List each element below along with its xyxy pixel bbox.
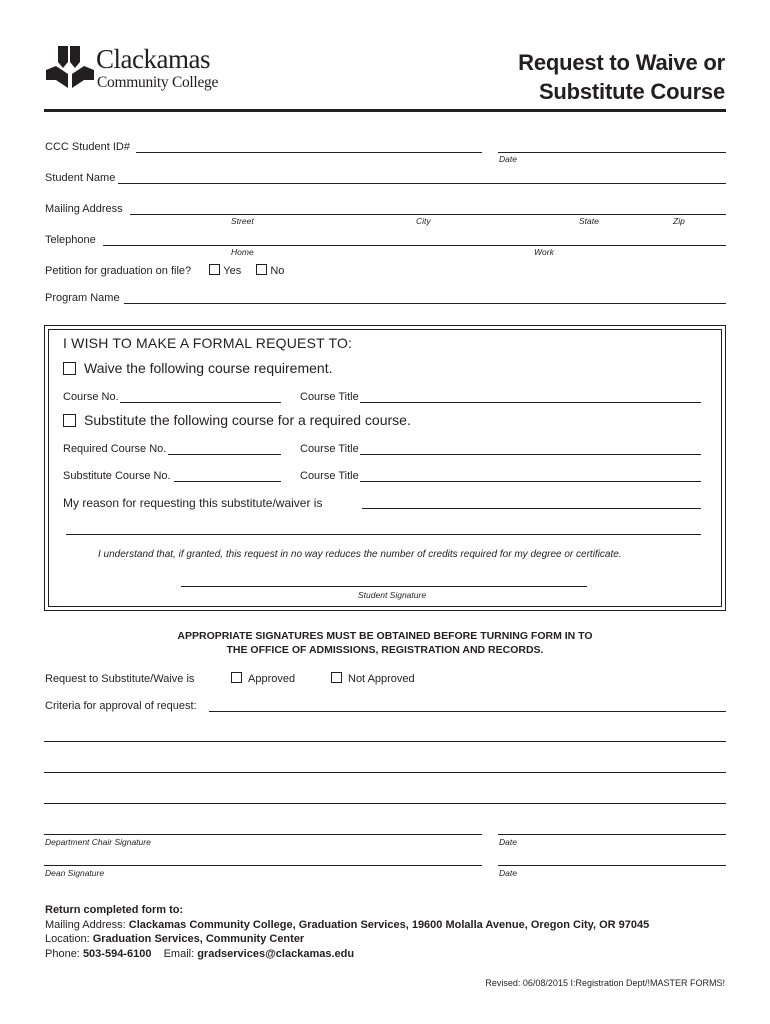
dept-chair-date-field[interactable]	[498, 834, 726, 835]
request-status-label: Request to Substitute/Waive is	[45, 673, 195, 685]
return-heading: Return completed form to:	[45, 904, 184, 916]
header-divider	[44, 109, 726, 112]
petition-no-label: No	[270, 265, 285, 277]
criteria-field-line1[interactable]	[209, 711, 726, 712]
form-title	[518, 48, 725, 106]
not-approved-checkbox[interactable]	[331, 672, 342, 683]
petition-yes-checkbox[interactable]	[209, 264, 220, 275]
not-approved-label: Not Approved	[348, 673, 415, 685]
reason-field-line1[interactable]	[362, 508, 701, 509]
location-row	[45, 932, 649, 947]
dean-signature-label: Dean Signature	[45, 868, 105, 878]
course-title-field-3[interactable]	[360, 481, 701, 482]
course-title-label-3: Course Title	[300, 470, 359, 482]
reason-field-line2[interactable]	[66, 534, 701, 535]
criteria-field-line2[interactable]	[44, 741, 726, 742]
approved-label: Approved	[248, 673, 296, 685]
course-no-field[interactable]	[120, 402, 281, 403]
contact-row	[45, 947, 649, 962]
substitute-course-label: Substitute Course No.	[63, 470, 171, 482]
student-signature-field[interactable]	[181, 586, 587, 587]
waive-option	[63, 360, 333, 376]
petition-yes-label: Yes	[223, 265, 242, 277]
course-title-field-2[interactable]	[360, 454, 701, 455]
dept-chair-signature-field[interactable]	[44, 834, 482, 835]
approved-checkbox[interactable]	[231, 672, 242, 683]
dept-chair-signature-label: Department Chair Signature	[45, 837, 151, 847]
email-value[interactable]: gradservices@clackamas.edu	[197, 947, 355, 960]
location-prefix: Location:	[45, 933, 90, 945]
phone-prefix: Phone:	[45, 947, 80, 960]
course-title-label-2: Course Title	[300, 443, 359, 455]
criteria-field-line3[interactable]	[44, 772, 726, 773]
date-field[interactable]	[498, 152, 726, 153]
street-sublabel: Street	[231, 216, 254, 226]
telephone-field[interactable]	[103, 245, 726, 246]
waive-option-label: Waive the following course requirement.	[84, 360, 333, 376]
home-sublabel: Home	[231, 247, 254, 257]
student-id-label: CCC Student ID#	[45, 141, 130, 153]
dean-signature-field[interactable]	[44, 865, 482, 866]
substitute-course-field[interactable]	[174, 481, 281, 482]
date-sublabel: Date	[499, 154, 517, 164]
form-title-line2: Substitute Course	[538, 79, 725, 104]
location-value: Graduation Services, Community Center	[92, 933, 305, 945]
return-info	[45, 903, 649, 961]
request-heading: I WISH TO MAKE A FORMAL REQUEST TO:	[63, 335, 353, 351]
signature-notice	[44, 629, 726, 657]
mailing-prefix: Mailing Address:	[45, 918, 126, 931]
logo-subtitle: Community College	[97, 74, 219, 91]
approved-option	[231, 672, 295, 685]
substitute-checkbox[interactable]	[63, 414, 76, 427]
substitute-option	[63, 412, 411, 428]
college-logo	[44, 44, 244, 94]
dept-chair-date-label: Date	[499, 837, 517, 847]
revised-note: Revised: 06/08/2015 I:Registration Dept/!MASTER FORMS!	[485, 978, 725, 988]
city-sublabel: City	[416, 216, 431, 226]
student-name-label: Student Name	[45, 172, 116, 184]
required-course-field[interactable]	[168, 454, 281, 455]
course-title-field[interactable]	[360, 402, 701, 403]
telephone-label: Telephone	[45, 234, 96, 246]
logo-name: Clackamas	[96, 44, 210, 74]
dean-date-label: Date	[499, 868, 517, 878]
mailing-value: Clackamas Community College, Graduation Services, 19600 Molalla Avenue, Oregon City, OR 97045	[128, 918, 650, 931]
mailing-address-field[interactable]	[130, 214, 726, 215]
email-prefix: Email:	[163, 947, 195, 960]
student-signature-label: Student Signature	[358, 590, 427, 600]
zip-sublabel: Zip	[673, 216, 685, 226]
mailing-address-row	[45, 918, 649, 933]
student-name-field[interactable]	[118, 183, 726, 184]
substitute-option-label: Substitute the following course for a required course.	[84, 412, 411, 428]
criteria-field-line4[interactable]	[44, 803, 726, 804]
reason-label: My reason for requesting this substitute/waiver is	[63, 496, 323, 510]
waive-checkbox[interactable]	[63, 362, 76, 375]
phone-value: 503-594-6100	[82, 947, 152, 960]
understand-statement: I understand that, if granted, this request in no way reduces the number of credits required for my degree or certificate.	[98, 549, 622, 560]
notice-line1: APPROPRIATE SIGNATURES MUST BE OBTAINED BEFORE TURNING FORM IN TO	[177, 630, 593, 642]
program-name-label: Program Name	[45, 292, 120, 304]
petition-label: Petition for graduation on file?	[45, 265, 192, 277]
required-course-label: Required Course No.	[63, 443, 167, 455]
mailing-address-label: Mailing Address	[45, 203, 123, 215]
student-id-field[interactable]	[136, 152, 482, 153]
not-approved-option	[331, 672, 415, 685]
work-sublabel: Work	[534, 247, 554, 257]
course-title-label: Course Title	[300, 391, 359, 403]
petition-row	[45, 264, 284, 277]
petition-no-checkbox[interactable]	[256, 264, 267, 275]
college-logo-mark-icon	[44, 44, 96, 92]
form-title-line1: Request to Waive or	[518, 50, 725, 75]
criteria-label: Criteria for approval of request:	[45, 700, 197, 712]
program-name-field[interactable]	[124, 303, 726, 304]
course-no-label: Course No.	[63, 391, 119, 403]
notice-line2: THE OFFICE OF ADMISSIONS, REGISTRATION AND RECORDS.	[226, 644, 544, 656]
state-sublabel: State	[579, 216, 599, 226]
dean-date-field[interactable]	[498, 865, 726, 866]
